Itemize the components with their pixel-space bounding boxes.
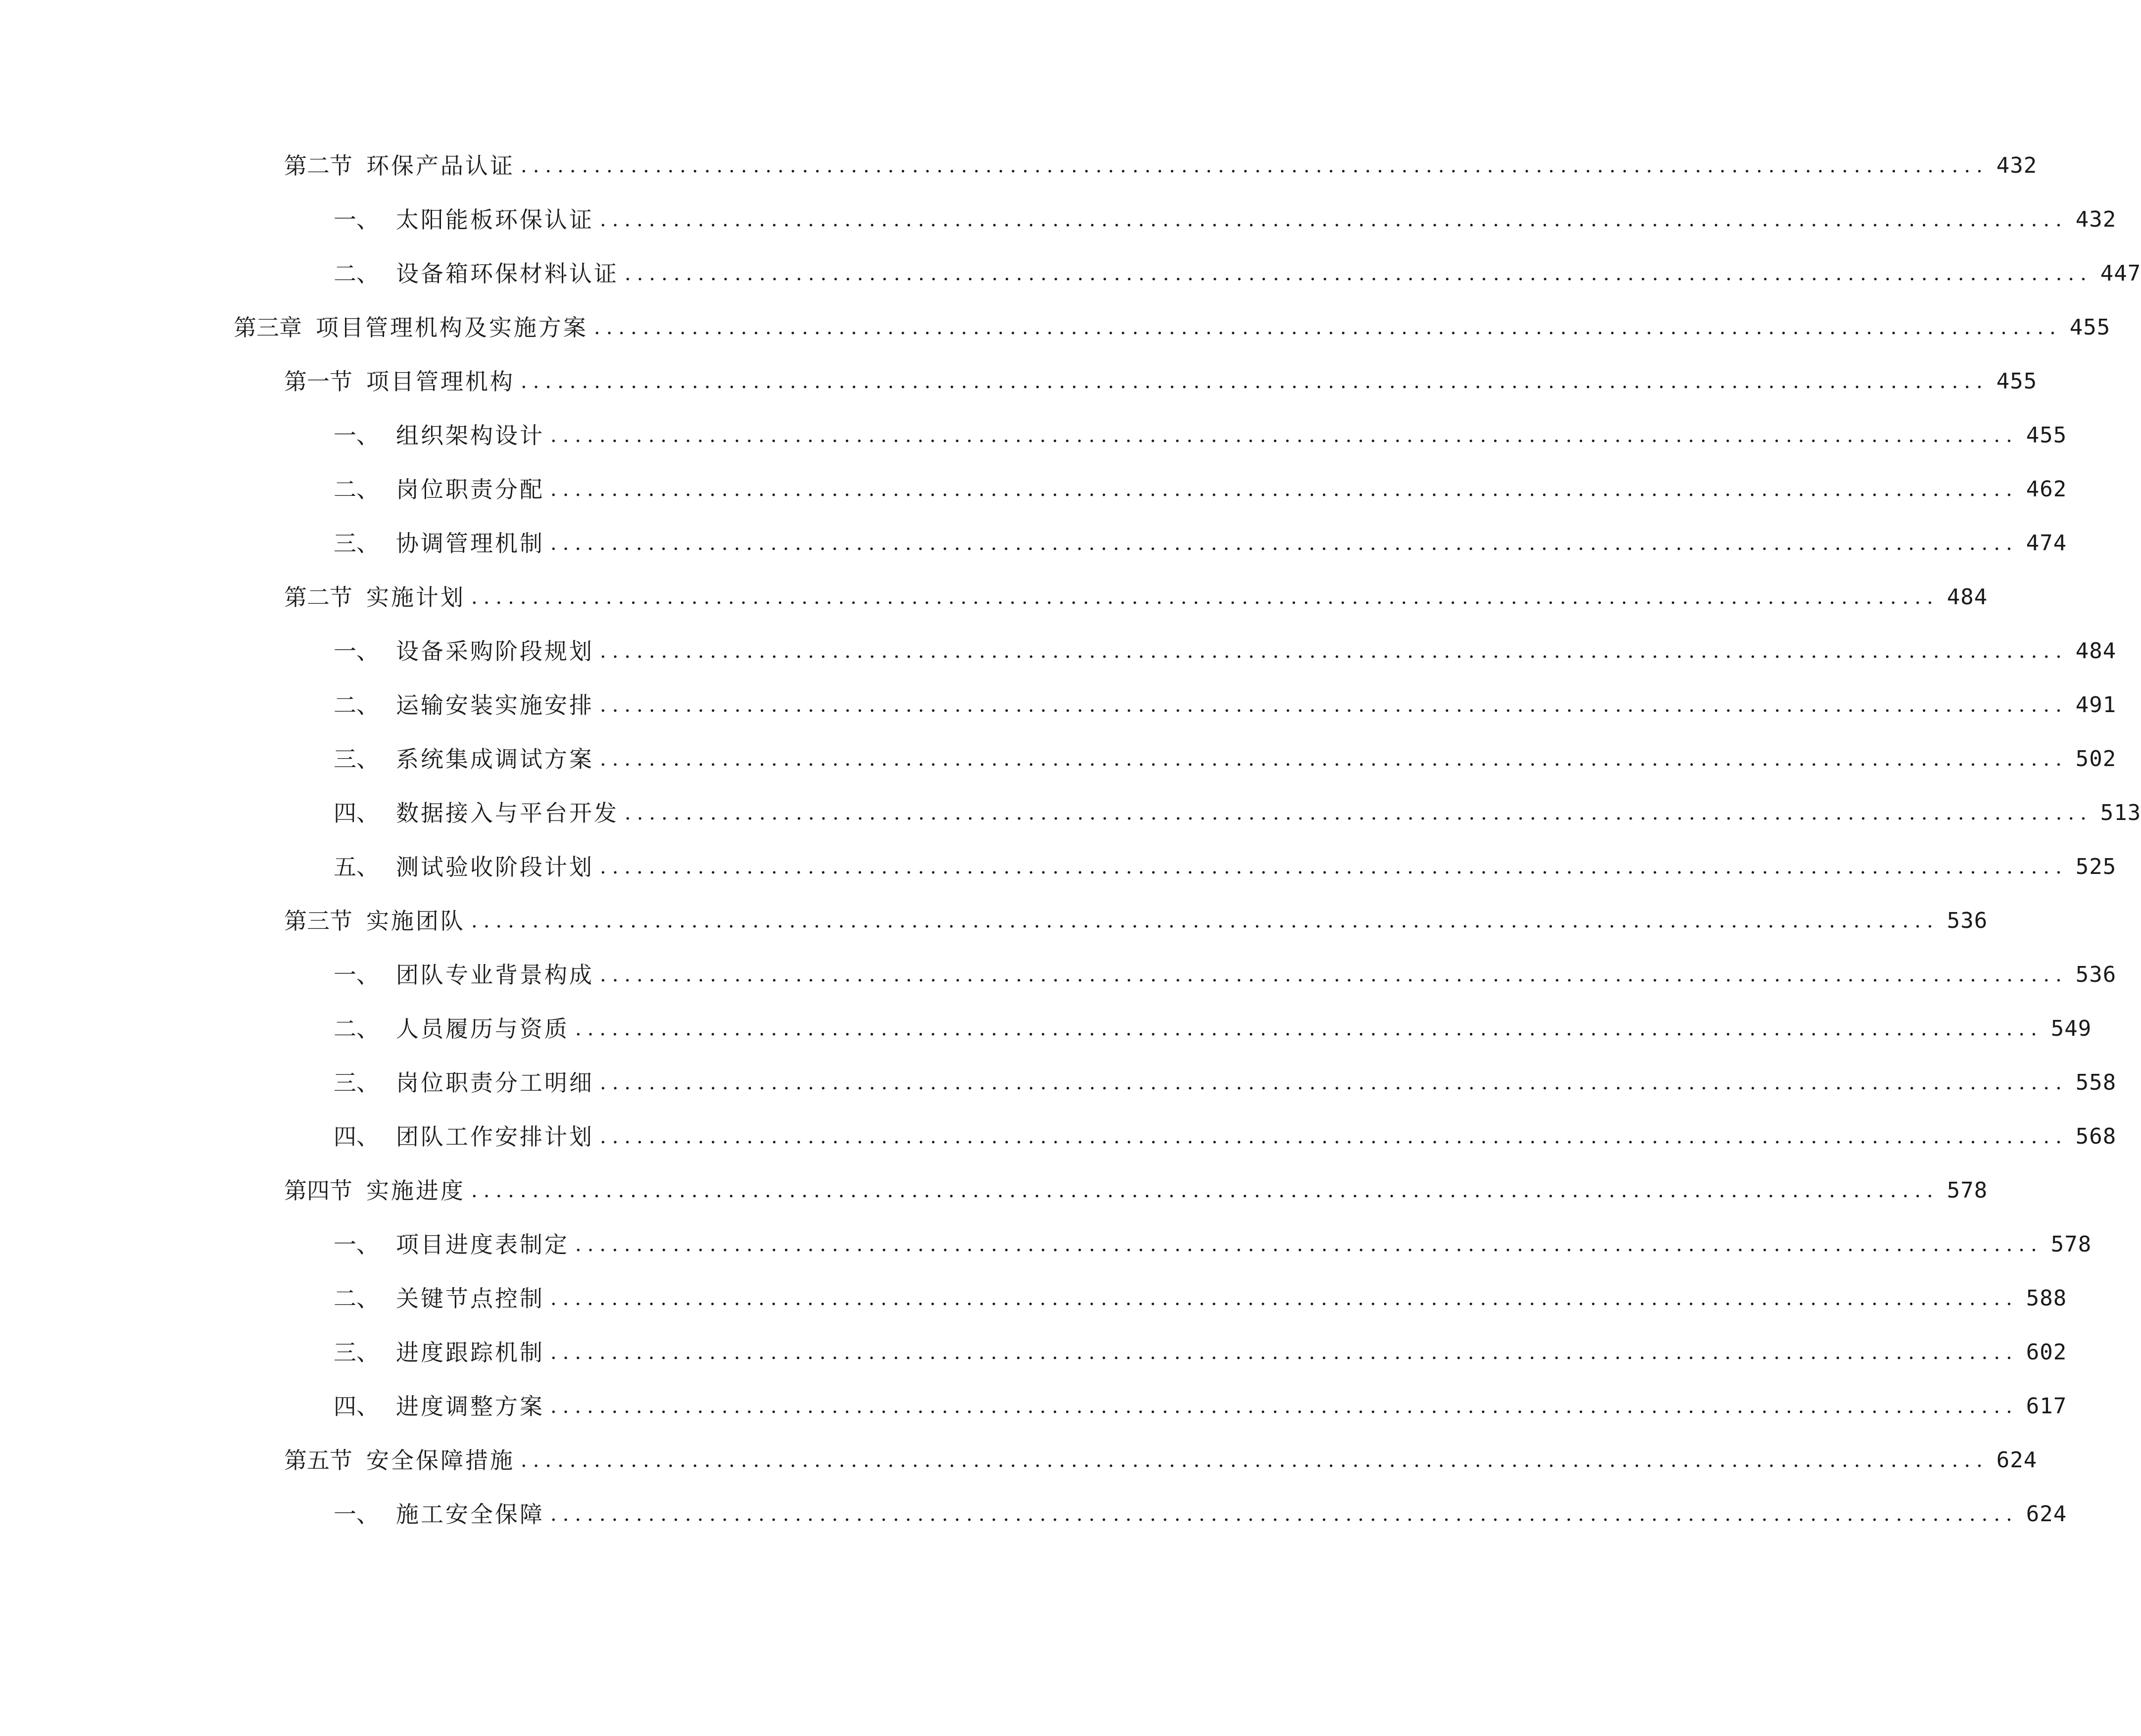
- toc-entry-page: 447: [2100, 261, 2141, 286]
- toc-entry[interactable]: [334, 739, 2117, 779]
- toc-entry[interactable]: [284, 1441, 2038, 1480]
- toc-entry[interactable]: [284, 1171, 1988, 1210]
- toc-entry[interactable]: [334, 524, 2067, 563]
- toc-entry[interactable]: [334, 470, 2067, 509]
- toc-entry-number: 五、: [334, 854, 379, 880]
- toc-entry-page: 455: [2026, 423, 2067, 448]
- toc-leader-dots: ........................................................................................................................: [600, 208, 2068, 231]
- toc-entry-page: 602: [2026, 1340, 2067, 1365]
- toc-leader-dots: ........................................................................................................................: [600, 964, 2068, 986]
- toc-entry-page: 558: [2075, 1070, 2117, 1095]
- toc-entry[interactable]: [334, 1279, 2067, 1318]
- toc-entry-title: 施工安全保障: [396, 1501, 544, 1528]
- toc-entry[interactable]: [284, 578, 1988, 617]
- toc-entry-title: 协调管理机制: [396, 530, 544, 557]
- toc-leader-dots: ........................................................................................................................: [600, 1071, 2068, 1094]
- toc-entry-number: 第三节: [284, 908, 352, 934]
- toc-entry-page: 578: [2050, 1232, 2092, 1257]
- toc-entry[interactable]: [334, 847, 2117, 887]
- toc-entry-number: 四、: [334, 800, 379, 826]
- toc-leader-dots: ........................................................................................................................: [521, 154, 1989, 177]
- toc-entry-page: 484: [1946, 584, 1988, 610]
- toc-entry-title: 系统集成调试方案: [396, 746, 594, 772]
- toc-entry-page: 491: [2075, 692, 2117, 718]
- toc-leader-dots: ........................................................................................................................: [550, 478, 2018, 501]
- toc-entry-number: 第四节: [284, 1177, 352, 1204]
- toc-entry[interactable]: [284, 146, 2038, 186]
- toc-leader-dots: ........................................................................................................................: [600, 640, 2068, 663]
- toc-leader-dots: ........................................................................................................................: [575, 1233, 2043, 1256]
- toc-entry-number: 二、: [334, 1015, 379, 1042]
- toc-entry-page: 617: [2026, 1394, 2067, 1419]
- toc-entry-number: 一、: [334, 638, 379, 665]
- toc-entry-number: 三、: [334, 1339, 379, 1366]
- toc-entry-title: 关键节点控制: [396, 1285, 544, 1312]
- toc-entry-page: 513: [2100, 800, 2141, 825]
- toc-leader-dots: ........................................................................................................................: [521, 1449, 1989, 1472]
- toc-entry[interactable]: [334, 254, 2141, 293]
- toc-entry[interactable]: [334, 416, 2067, 455]
- toc-entry-number: 一、: [334, 1231, 379, 1258]
- toc-entry-page: 484: [2075, 638, 2117, 664]
- toc-entry-page: 588: [2026, 1286, 2067, 1311]
- toc-leader-dots: ........................................................................................................................: [550, 1395, 2018, 1418]
- toc-entry-title: 测试验收阶段计划: [396, 854, 594, 880]
- toc-entry-number: 三、: [334, 746, 379, 772]
- toc-entry[interactable]: [334, 1063, 2117, 1103]
- toc-entry-page: 502: [2075, 746, 2117, 772]
- toc-leader-dots: ........................................................................................................................: [521, 370, 1989, 393]
- toc-entry-number: 三、: [334, 530, 379, 557]
- toc-entry-page: 549: [2050, 1016, 2092, 1041]
- toc-entry-title: 团队专业背景构成: [396, 962, 594, 988]
- toc-entry[interactable]: [334, 1495, 2067, 1534]
- toc-leader-dots: ........................................................................................................................: [550, 1503, 2018, 1526]
- toc-entry-number: 二、: [334, 260, 379, 287]
- toc-entry-number: 三、: [334, 1069, 379, 1096]
- toc-entry-number: 第五节: [284, 1447, 352, 1474]
- toc-entry-title: 设备箱环保材料认证: [396, 260, 619, 287]
- toc-entry-title: 实施团队: [366, 908, 465, 934]
- toc-entry-page: 432: [2075, 207, 2117, 232]
- toc-entry-number: 第三章: [234, 314, 302, 341]
- toc-entry-page: 462: [2026, 477, 2067, 502]
- toc-entry-title: 团队工作安排计划: [396, 1123, 594, 1150]
- toc-entry-title: 设备采购阶段规划: [396, 638, 594, 665]
- toc-entry-page: 536: [1946, 908, 1988, 933]
- toc-leader-dots: ........................................................................................................................: [575, 1017, 2043, 1040]
- toc-leader-dots: ........................................................................................................................: [600, 694, 2068, 717]
- toc-entry[interactable]: [234, 308, 2111, 347]
- toc-entry-number: 二、: [334, 1285, 379, 1312]
- toc-entry-number: 一、: [334, 206, 379, 233]
- toc-leader-dots: ........................................................................................................................: [625, 262, 2092, 285]
- toc-entry-number: 二、: [334, 476, 379, 503]
- toc-entry-title: 实施进度: [366, 1177, 465, 1204]
- toc-entry-number: 一、: [334, 422, 379, 449]
- toc-entry[interactable]: [284, 362, 2038, 401]
- toc-entry-number: 第二节: [284, 584, 352, 611]
- toc-entry-page: 578: [1946, 1178, 1988, 1203]
- toc-leader-dots: ........................................................................................................................: [600, 748, 2068, 771]
- toc-entry-page: 455: [1996, 369, 2038, 394]
- toc-entry-title: 进度跟踪机制: [396, 1339, 544, 1366]
- toc-leader-dots: ........................................................................................................................: [550, 1341, 2018, 1364]
- toc-entry-number: 四、: [334, 1393, 379, 1420]
- toc-leader-dots: ........................................................................................................................: [471, 1179, 1939, 1202]
- toc-entry[interactable]: [334, 1225, 2092, 1264]
- toc-entry-title: 数据接入与平台开发: [396, 800, 619, 826]
- toc-entry[interactable]: [334, 631, 2117, 671]
- toc-entry[interactable]: [284, 901, 1988, 941]
- toc-entry-page: 525: [2075, 854, 2117, 879]
- toc-entry-title: 岗位职责分工明细: [396, 1069, 594, 1096]
- toc-entry-title: 运输安装实施安排: [396, 692, 594, 719]
- toc-entry[interactable]: [334, 793, 2141, 833]
- toc-leader-dots: ........................................................................................................................: [471, 910, 1939, 932]
- toc-entry[interactable]: [334, 1387, 2067, 1426]
- toc-entry-title: 实施计划: [366, 584, 465, 611]
- toc-entry-number: 四、: [334, 1123, 379, 1150]
- toc-entry[interactable]: [334, 1117, 2117, 1157]
- toc-entry-title: 环保产品认证: [366, 152, 515, 179]
- toc-leader-dots: ........................................................................................................................: [600, 1125, 2068, 1148]
- toc-entry-title: 人员履历与资质: [396, 1015, 569, 1042]
- toc-entry-title: 项目管理机构: [366, 368, 515, 395]
- toc-entry[interactable]: [334, 955, 2117, 995]
- toc-entry-page: 432: [1996, 153, 2038, 178]
- toc-entry-title: 项目进度表制定: [396, 1231, 569, 1258]
- toc-entry[interactable]: [334, 1009, 2092, 1049]
- toc-entry-page: 624: [1996, 1447, 2038, 1473]
- toc-leader-dots: ........................................................................................................................: [550, 424, 2018, 447]
- toc-entry[interactable]: [334, 1333, 2067, 1372]
- toc-entry-page: 536: [2075, 962, 2117, 987]
- toc-leader-dots: ........................................................................................................................: [550, 1287, 2018, 1310]
- toc-entry-title: 岗位职责分配: [396, 476, 544, 503]
- toc-entry-number: 一、: [334, 962, 379, 988]
- toc-entry-number: 一、: [334, 1501, 379, 1528]
- toc-entry-number: 第二节: [284, 152, 352, 179]
- toc-entry-page: 455: [2069, 315, 2111, 340]
- toc-leader-dots: ........................................................................................................................: [550, 532, 2018, 555]
- toc-leader-dots: ........................................................................................................................: [594, 316, 2062, 339]
- toc-entry-page: 474: [2026, 530, 2067, 556]
- toc-leader-dots: ........................................................................................................................: [471, 586, 1939, 609]
- toc-entry-page: 568: [2075, 1124, 2117, 1149]
- toc-entry[interactable]: [334, 200, 2117, 240]
- toc-entry-page: 624: [2026, 1501, 2067, 1527]
- toc-entry-title: 项目管理机构及实施方案: [316, 314, 588, 341]
- toc-entry-title: 进度调整方案: [396, 1393, 544, 1420]
- toc-entry-title: 太阳能板环保认证: [396, 206, 594, 233]
- toc-entry-number: 二、: [334, 692, 379, 719]
- toc-leader-dots: ........................................................................................................................: [625, 802, 2092, 824]
- toc-entry-title: 组织架构设计: [396, 422, 544, 449]
- toc-entry-title: 安全保障措施: [366, 1447, 515, 1474]
- toc-entry[interactable]: [334, 685, 2117, 725]
- toc-leader-dots: ........................................................................................................................: [600, 856, 2068, 878]
- toc-entry-number: 第一节: [284, 368, 352, 395]
